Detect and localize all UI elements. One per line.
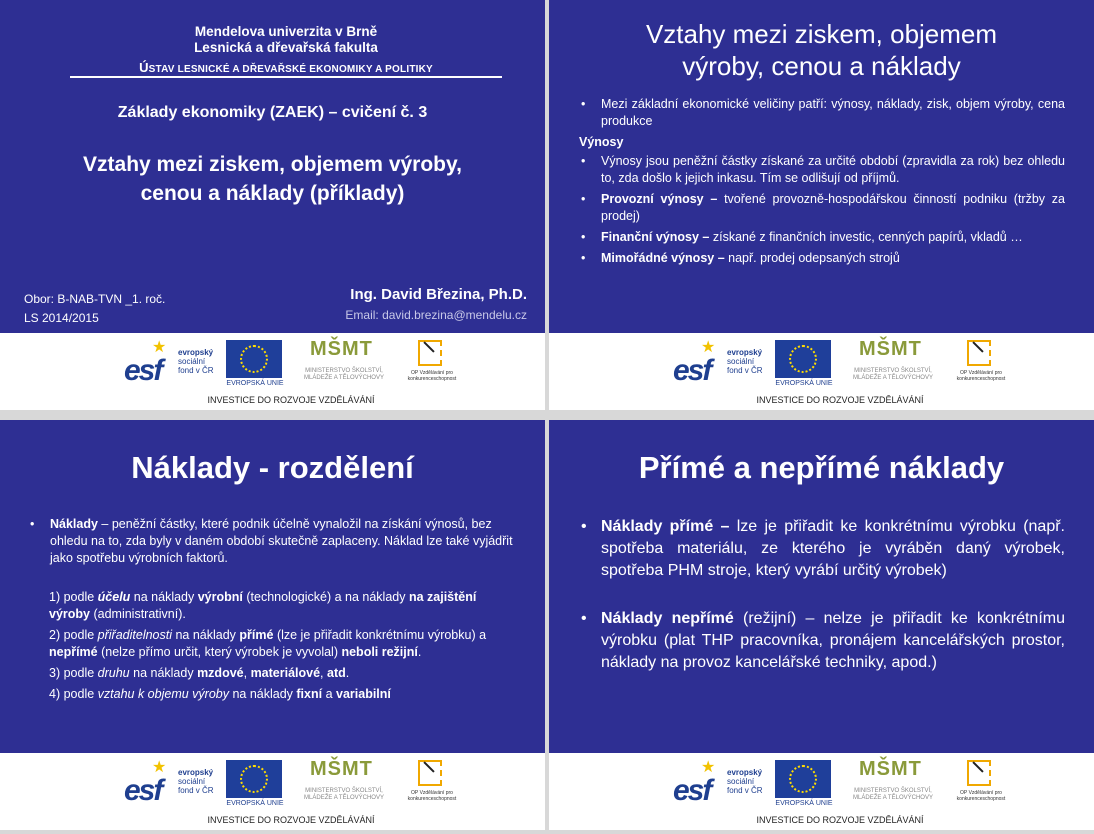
star-icon: ★	[701, 339, 716, 356]
eu-flag-icon	[226, 340, 282, 378]
faculty-name: Lesnická a dřevařská fakulta	[194, 40, 378, 55]
msmt-logo	[294, 758, 394, 808]
bullet-financni	[579, 229, 1065, 246]
eu-label: EVROPSKÁ UNIE	[775, 380, 833, 387]
esf-wordmark: esf	[673, 354, 711, 387]
eu-flag-icon	[775, 760, 831, 798]
esf-line-1: evropský	[727, 348, 763, 357]
cost-classification-list	[28, 589, 516, 703]
op-logo	[953, 340, 1009, 388]
university-header	[70, 24, 502, 56]
university-name: Mendelova univerzita v Brně	[194, 24, 378, 39]
esf-wordmark: esf	[124, 354, 162, 387]
op-logo	[404, 340, 460, 388]
op-caption: OP Vzdělávání pro konkurenceschopnost	[407, 790, 457, 802]
logo-footer	[0, 753, 545, 830]
author-email: Email: david.brezina@mendelu.cz	[345, 308, 527, 322]
msmt-mark: MŠMT	[859, 338, 922, 360]
esf-caption	[727, 348, 763, 375]
star-icon: ★	[152, 759, 167, 776]
msmt-logo	[843, 758, 943, 808]
bullet-mimoradne	[579, 250, 1065, 267]
investice-caption: INVESTICE DO ROZVOJE VZDĚLÁVÁNÍ	[207, 815, 375, 825]
institute-name: ÚSTAV LESNICKÉ A DŘEVAŘSKÉ EKONOMIKY A POLITIKY	[139, 60, 433, 75]
esf-line-2: sociální	[727, 357, 755, 366]
esf-line-3: fond v ČR	[727, 366, 763, 375]
bullet-definition: • Výnosy jsou peněžní částky získané za určité období (zpravidla za rok) bez ohledu to, zda došlo k jejich inkasu. Tím se odlišují od příjmů.	[579, 153, 1065, 187]
slide-3-body	[28, 516, 516, 707]
semester: LS 2014/2015	[24, 311, 99, 325]
esf-logo	[673, 339, 725, 387]
description: např. prodej odepsaných strojů	[724, 251, 900, 265]
bullet-naklady-neprime	[579, 608, 1065, 674]
list-item-vztah: 4) podle vztahu k objemu výroby na náklady fixní a variabilní	[49, 687, 391, 701]
esf-caption	[178, 768, 214, 795]
msmt-logo	[843, 338, 943, 388]
logo-strip	[118, 758, 464, 813]
title-line-2: cenou a náklady (příklady)	[140, 182, 405, 205]
op-icon	[967, 340, 991, 366]
list-item-priraditelnost: 2) podle přiřaditelnosti na náklady přímé (lze je přiřadit konkrétnímu výrobku) a nepřímé (nelze přímo určit, který výrobek je vyvolal) neboli režijní.	[49, 628, 487, 659]
investice-caption: INVESTICE DO ROZVOJE VZDĚLÁVÁNÍ	[756, 395, 924, 405]
esf-wordmark: esf	[673, 774, 711, 807]
subheading-vynosy: Výnosy	[579, 135, 624, 149]
list-item-druh: 3) podle druhu na náklady mzdové, materiálové, atd.	[49, 666, 350, 680]
study-program: Obor: B-NAB-TVN _1. roč.	[24, 292, 166, 306]
op-icon	[418, 760, 442, 786]
esf-wordmark: esf	[124, 774, 162, 807]
op-logo	[404, 760, 460, 808]
bullet-naklady-definition	[28, 516, 516, 567]
msmt-mark: MŠMT	[310, 758, 373, 780]
description: (režijní) – nelze je přiřadit ke konkrétnímu výrobku (plat THP pracovníka, pronájem kancelářských prostor, náklady na provoz kancelářské techniky, apod.)	[601, 610, 1065, 671]
esf-line-3: fond v ČR	[727, 786, 763, 795]
slide-3-content	[0, 420, 545, 754]
esf-line-3: fond v ČR	[178, 366, 214, 375]
star-icon: ★	[701, 759, 716, 776]
esf-line-3: fond v ČR	[178, 786, 214, 795]
esf-logo	[124, 759, 176, 807]
author-name: Ing. David Březina, Ph.D.	[350, 286, 527, 303]
title-line-1: Vztahy mezi ziskem, objemem	[645, 19, 998, 49]
bullet-provozni	[579, 191, 1065, 225]
slide-2-title	[559, 18, 1084, 82]
slide-4-title: Přímé a nepřímé náklady	[638, 450, 1005, 485]
term: Náklady nepřímé	[601, 610, 734, 627]
bullet-naklady-prime	[579, 516, 1065, 582]
esf-line-1: evropský	[727, 768, 763, 777]
term: Náklady přímé –	[601, 518, 730, 535]
star-icon: ★	[152, 339, 167, 356]
description: lze je přiřadit ke konkrétnímu výrobku (např. spotřeba materiálu, ze kterého je vyráběn daný výrobek, spotřeba PHM stroje, který vyrábí určitý výrobek)	[601, 518, 1066, 579]
slide-1-title	[20, 150, 525, 208]
msmt-logo	[294, 338, 394, 388]
op-caption: OP Vzdělávání pro konkurenceschopnost	[407, 370, 457, 382]
header-divider	[70, 76, 502, 78]
msmt-mark: MŠMT	[859, 758, 922, 780]
slide-3	[0, 420, 545, 830]
investice-caption: INVESTICE DO ROZVOJE VZDĚLÁVÁNÍ	[756, 815, 924, 825]
eu-flag-icon	[775, 340, 831, 378]
logo-footer	[549, 753, 1094, 830]
term: Finanční výnosy –	[601, 230, 710, 244]
slide-3-title: Náklady - rozdělení	[131, 450, 414, 485]
bullet-intro: • Mezi základní ekonomické veličiny patří: výnosy, náklady, zisk, objem výroby, cena produkce	[579, 96, 1065, 130]
course-title: Základy ekonomiky (ZAEK) – cvičení č. 3	[117, 104, 428, 121]
op-caption: OP Vzdělávání pro konkurenceschopnost	[956, 370, 1006, 382]
slide-4	[549, 420, 1094, 830]
msmt-caption: MINISTERSTVO ŠKOLSTVÍ, MLÁDEŽE A TĚLOVÝCHOVY	[853, 368, 933, 381]
esf-line-2: sociální	[178, 357, 206, 366]
logo-strip	[118, 338, 464, 393]
esf-caption	[178, 348, 214, 375]
esf-line-2: sociální	[727, 777, 755, 786]
study-info	[24, 290, 165, 328]
logo-footer	[549, 333, 1094, 410]
title-line-2: výroby, cenou a náklady	[682, 51, 961, 81]
term: Náklady	[50, 517, 98, 531]
logo-strip	[667, 338, 1013, 393]
msmt-caption: MINISTERSTVO ŠKOLSTVÍ, MLÁDEŽE A TĚLOVÝCHOVY	[304, 368, 384, 381]
term: Mimořádné výnosy –	[601, 251, 725, 265]
op-icon	[418, 340, 442, 366]
slide-4-content	[549, 420, 1094, 754]
eu-label: EVROPSKÁ UNIE	[226, 380, 284, 387]
eu-label: EVROPSKÁ UNIE	[775, 800, 833, 807]
eu-flag-icon	[226, 760, 282, 798]
logo-footer	[0, 333, 545, 410]
slide-2-body	[579, 96, 1065, 271]
msmt-caption: MINISTERSTVO ŠKOLSTVÍ, MLÁDEŽE A TĚLOVÝCHOVY	[304, 788, 384, 801]
slide-2-content	[549, 0, 1094, 333]
op-icon	[967, 760, 991, 786]
esf-line-1: evropský	[178, 348, 214, 357]
investice-caption: INVESTICE DO ROZVOJE VZDĚLÁVÁNÍ	[207, 395, 375, 405]
op-logo	[953, 760, 1009, 808]
title-line-1: Vztahy mezi ziskem, objemem výroby,	[83, 153, 462, 176]
esf-line-2: sociální	[178, 777, 206, 786]
term: Provozní výnosy –	[601, 192, 718, 206]
logo-strip	[667, 758, 1013, 813]
esf-logo	[124, 339, 176, 387]
slide-1	[0, 0, 545, 410]
description: tvořené provozně-hospodářskou činností podniku (tržby za prodej)	[601, 192, 1065, 223]
esf-caption	[727, 768, 763, 795]
description: – peněžní částky, které podnik účelně vynaložil na získání výnosů, bez ohledu na to, zda byly v daném období skutečně zaplaceny. Náklad lze také vyjádřit jako spotřebu výrobních faktorů.	[50, 517, 513, 565]
op-caption: OP Vzdělávání pro konkurenceschopnost	[956, 790, 1006, 802]
description: získané z finančních investic, cenných papírů, vkladů …	[709, 230, 1023, 244]
msmt-mark: MŠMT	[310, 338, 373, 360]
slide-2	[549, 0, 1094, 410]
msmt-caption: MINISTERSTVO ŠKOLSTVÍ, MLÁDEŽE A TĚLOVÝCHOVY	[853, 788, 933, 801]
eu-label: EVROPSKÁ UNIE	[226, 800, 284, 807]
esf-line-1: evropský	[178, 768, 214, 777]
esf-logo	[673, 759, 725, 807]
slide-4-body	[579, 516, 1065, 700]
list-item-ucel: 1) podle účelu na náklady výrobní (technologické) a na náklady na zajištění výroby (administrativní).	[49, 590, 477, 621]
slide-1-content	[0, 0, 545, 333]
